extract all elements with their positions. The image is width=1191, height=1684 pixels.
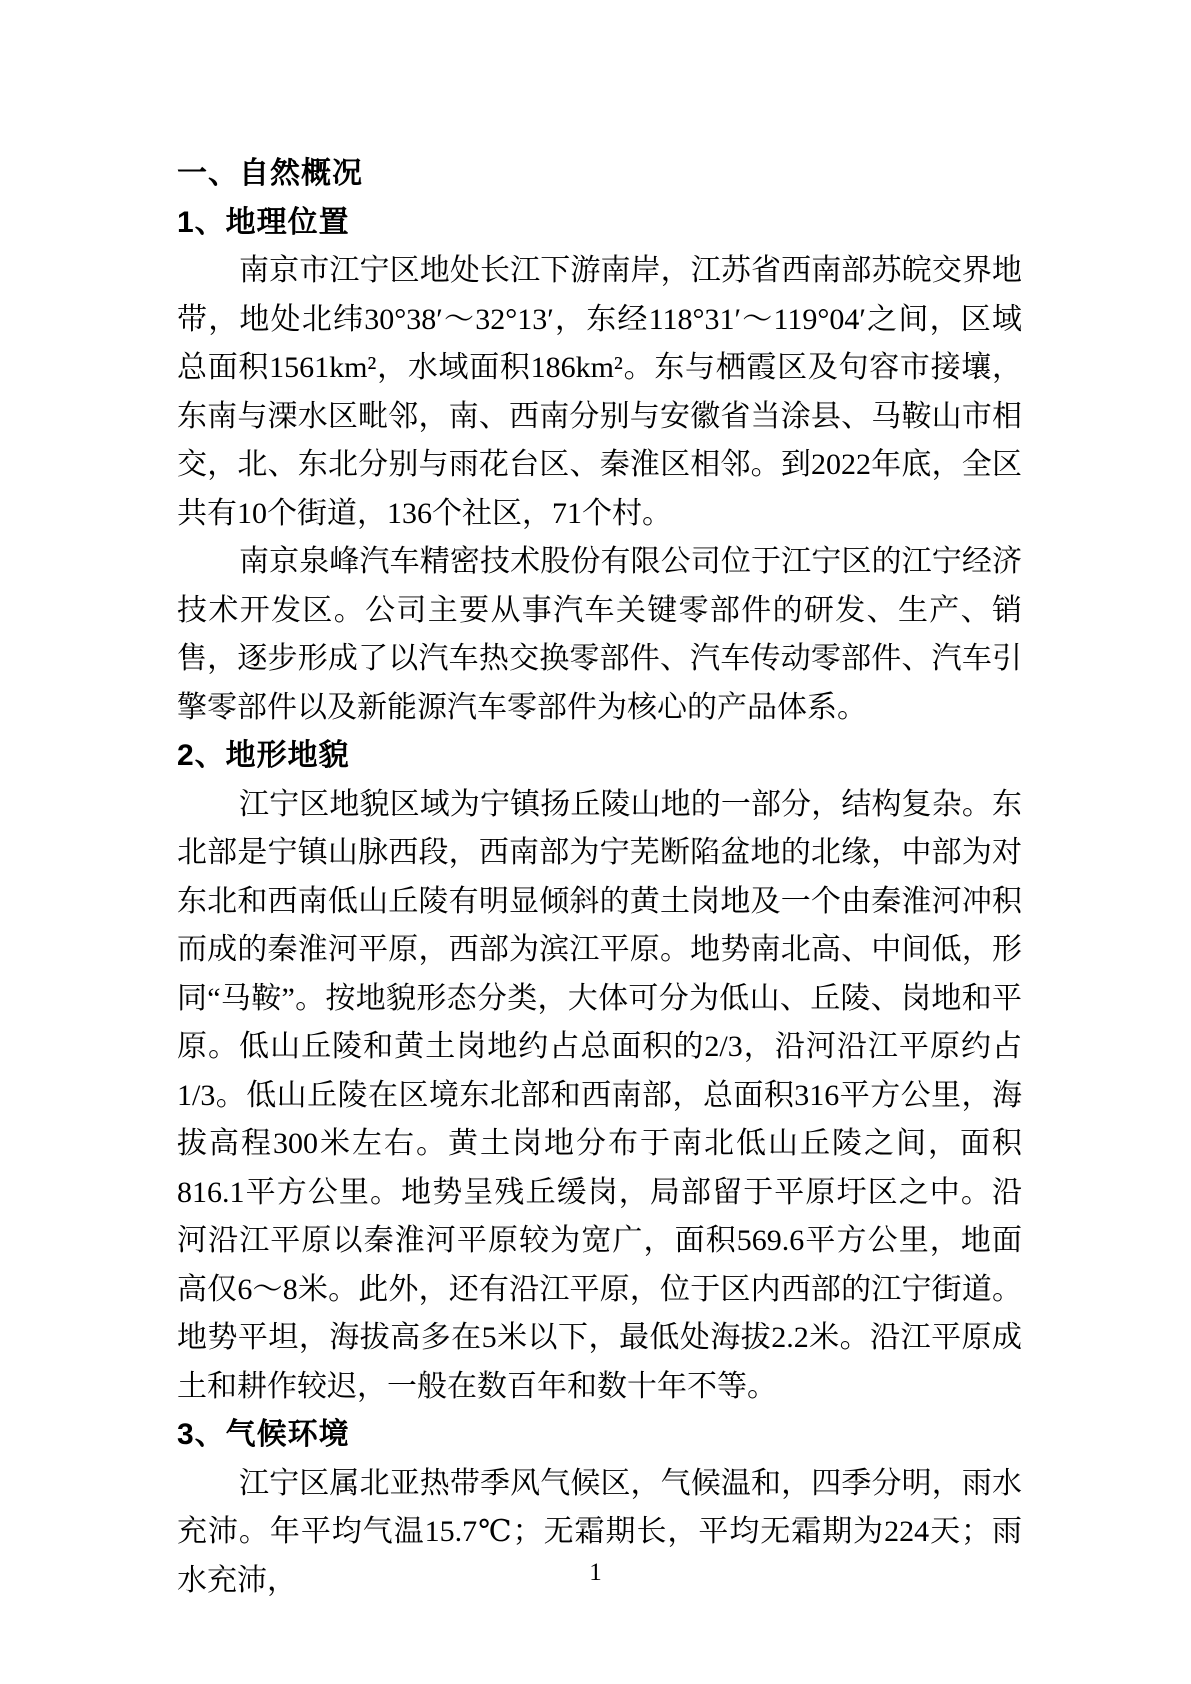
chapter-heading: 一、自然概况: [177, 157, 363, 190]
body-paragraph: 江宁区属北亚热带季风气候区，气候温和，四季分明，雨水充沛。年平均气温15.7℃；无霜期长，平均无霜期为224天；雨水充沛，: [177, 1466, 1022, 1597]
section-heading: 3、气候环境: [177, 1418, 350, 1451]
section-heading: 1、地理位置: [177, 205, 350, 239]
body-paragraph: 南京市江宁区地处长江下游南岸，江苏省西南部苏皖交界地带，地处北纬30°38′～32°13′，东经118°31′～119°04′之间，区域总面积1561km²，水域面积186km²。东与栖霞区及句容市接壤，东南与溧水区毗邻，南、西南分别与安徽省当涂县、马鞍山市相交，北、东北分别与雨花台区、秦淮区相邻。到2022年底，全区共有10个街道，136个社区，71个村。: [177, 254, 1022, 530]
page-number: 1: [589, 1559, 602, 1586]
section-heading: 2、地形地貌: [177, 739, 350, 772]
document-body: [177, 150, 1022, 1605]
body-paragraph: 南京泉峰汽车精密技术股份有限公司位于江宁区的江宁经济技术开发区。公司主要从事汽车关键零部件的研发、生产、销售，逐步形成了以汽车热交换零部件、汽车传动零部件、汽车引擎零部件以及新能源汽车零部件为核心的产品体系。: [177, 545, 1022, 724]
body-paragraph: 江宁区地貌区域为宁镇扬丘陵山地的一部分，结构复杂。东北部是宁镇山脉西段，西南部为宁芜断陷盆地的北缘，中部为对东北和西南低山丘陵有明显倾斜的黄土岗地及一个由秦淮河冲积而成的秦淮河平原，西部为滨江平原。地势南北高、中间低，形同“马鞍”。按地貌形态分类，大体可分为低山、丘陵、岗地和平原。低山丘陵和黄土岗地约占总面积的2/3，沿河沿江平原约占1/3。低山丘陵在区境东北部和西南部，总面积316平方公里，海拔高程300米左右。黄土岗地分布于南北低山丘陵之间，面积816.1平方公里。地势呈残丘缓岗，局部留于平原圩区之中。沿河沿江平原以秦淮河平原较为宽广，面积569.6平方公里，地面高仅6～8米。此外，还有沿江平原，位于区内西部的江宁街道。地势平坦，海拔高多在5米以下，最低处海拔2.2米。沿江平原成土和耕作较迟，一般在数百年和数十年不等。: [177, 787, 1022, 1403]
